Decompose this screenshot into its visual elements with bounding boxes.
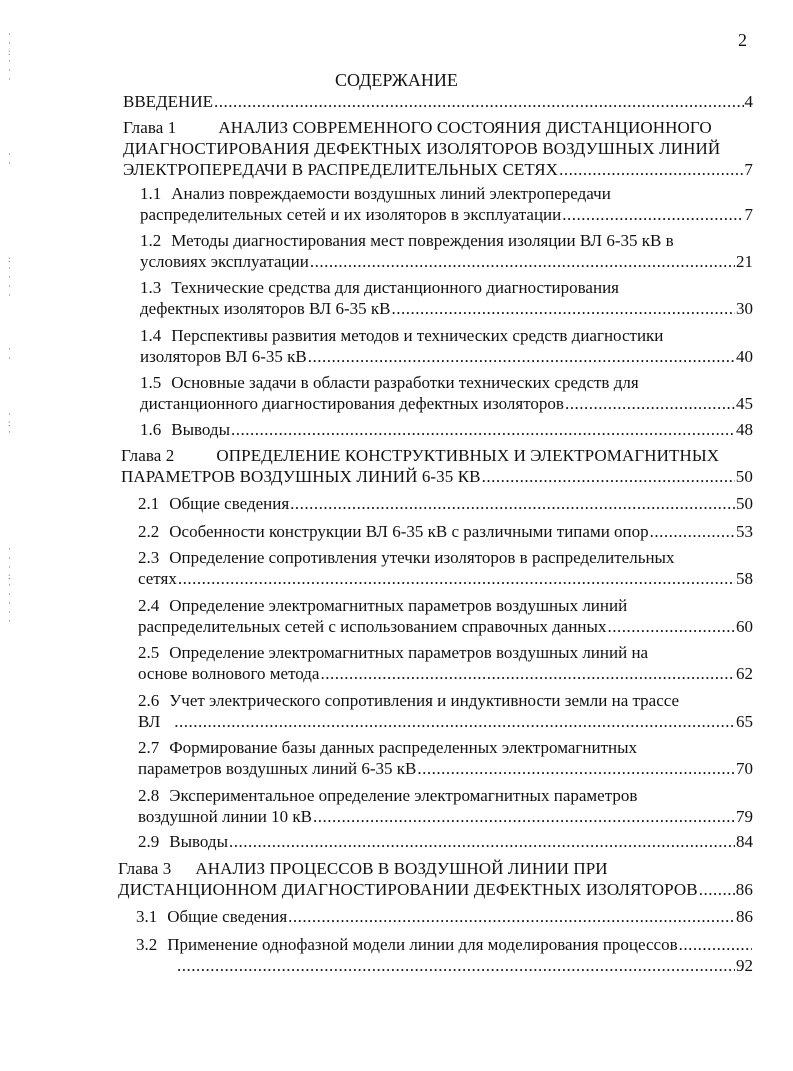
toc-page: 60 <box>736 617 753 636</box>
toc-section-2-7[interactable] <box>138 737 753 779</box>
scan-marks: · · · : · · · · · <box>8 544 11 626</box>
section-number: 2.5 <box>138 643 160 662</box>
toc-entry-text: Методы диагностирования мест повреждения изоляции ВЛ 6-35 кВ в <box>171 231 674 250</box>
toc-entry-text: Применение однофазной модели линии для моделирования процессов <box>167 935 678 954</box>
toc-page: 58 <box>736 569 753 588</box>
chapter-label: Глава 1 <box>123 118 177 137</box>
leader-dots <box>310 251 735 272</box>
section-number: 2.1 <box>138 494 160 513</box>
toc-page: 50 <box>735 467 753 486</box>
section-number: 1.2 <box>140 231 162 250</box>
toc-entry-text: распределительных сетей и их изоляторов в эксплуатации <box>140 205 562 224</box>
toc-section-2-1[interactable] <box>138 493 753 514</box>
leader-dots <box>177 955 735 976</box>
toc-entry-text: ВЛ <box>138 712 161 731</box>
toc-section-3-2[interactable] <box>136 934 753 976</box>
toc-section-2-3[interactable] <box>138 547 753 589</box>
toc-section-1-1[interactable] <box>140 183 753 225</box>
leader-dots <box>174 711 735 732</box>
chapter-label: Глава 3 <box>118 859 172 878</box>
toc-entry-text: АНАЛИЗ СОВРЕМЕННОГО СОСТОЯНИЯ ДИСТАНЦИОННОГО <box>218 118 712 137</box>
section-number: 2.4 <box>138 596 160 615</box>
toc-entry-text: основе волнового метода <box>138 664 320 683</box>
leader-dots <box>417 758 735 779</box>
toc-entry-text: ДИАГНОСТИРОВАНИЯ ДЕФЕКТНЫХ ИЗОЛЯТОРОВ ВОЗДУШНЫХ ЛИНИЙ <box>123 139 721 158</box>
toc-entry-text: дефектных изоляторов ВЛ 6-35 кВ <box>140 299 391 318</box>
leader-dots <box>565 393 735 414</box>
leader-dots <box>229 831 735 852</box>
toc-section-2-5[interactable] <box>138 642 753 684</box>
toc-page: 48 <box>736 420 753 439</box>
toc-entry-text: ОПРЕДЕЛЕНИЕ КОНСТРУКТИВНЫХ И ЭЛЕКТРОМАГНИТНЫХ <box>216 446 720 465</box>
toc-entry-text: параметров воздушных линий 6-35 кВ <box>138 759 417 778</box>
toc-entry-text: Особенности конструкции ВЛ 6-35 кВ с различными типами опор <box>169 522 649 541</box>
toc-section-2-9[interactable] <box>138 831 753 852</box>
toc-page: 7 <box>744 160 753 179</box>
toc-page: 21 <box>736 252 753 271</box>
toc-entry-text: воздушной линии 10 кВ <box>138 807 312 826</box>
section-number: 2.9 <box>138 832 160 851</box>
leader-dots <box>288 906 735 927</box>
toc-page: 62 <box>736 664 753 683</box>
toc-section-2-6[interactable] <box>138 690 753 732</box>
toc-chapter-3[interactable] <box>118 858 753 900</box>
toc-entry-text: АНАЛИЗ ПРОЦЕССОВ В ВОЗДУШНОЙ ЛИНИИ ПРИ <box>195 859 608 878</box>
section-number: 3.1 <box>136 907 158 926</box>
toc-entry-text: Анализ повреждаемости воздушных линий электропередачи <box>171 184 611 203</box>
toc-entry-text: Определение сопротивления утечки изоляторов в распределительных <box>169 548 675 567</box>
toc-entry-text: Формирование базы данных распределенных электромагнитных <box>169 738 638 757</box>
leader-dots <box>699 879 735 900</box>
section-number: 2.6 <box>138 691 160 710</box>
toc-entry-text: ВВЕДЕНИЕ <box>123 92 213 111</box>
leader-dots <box>679 934 752 955</box>
toc-section-1-2[interactable] <box>140 230 753 272</box>
toc-page: 50 <box>736 494 753 513</box>
section-number: 2.7 <box>138 738 160 757</box>
toc-page: 30 <box>736 299 753 318</box>
toc-page: 79 <box>736 807 753 826</box>
toc-page: 4 <box>744 92 753 111</box>
section-number: 1.1 <box>140 184 162 203</box>
toc-page: 65 <box>736 712 753 731</box>
leader-dots <box>482 466 735 487</box>
toc-entry-text: условиях эксплуатации <box>140 252 309 271</box>
toc-entry-text: дистанционного диагностирования дефектных изоляторов <box>140 394 564 413</box>
section-number: 2.3 <box>138 548 160 567</box>
section-number: 3.2 <box>136 935 158 954</box>
toc-page: 86 <box>736 907 753 926</box>
toc-section-2-4[interactable] <box>138 595 753 637</box>
toc-section-1-6[interactable] <box>140 419 753 440</box>
toc-section-2-8[interactable] <box>138 785 753 827</box>
scan-marks: · · <box>8 344 11 363</box>
scan-marks: · · <box>8 149 11 168</box>
toc-entry-text: распределительных сетей с использованием справочных данных <box>138 617 607 636</box>
toc-page: 45 <box>736 394 753 413</box>
toc-entry-text: Основные задачи в области разработки технических средств для <box>171 373 639 392</box>
section-number: 1.6 <box>140 420 162 439</box>
toc-entry-text: Технические средства для дистанционного диагностирования <box>171 278 619 297</box>
scan-marks: · : · <box>8 409 11 437</box>
toc-page: 7 <box>744 205 753 224</box>
toc-entry-text: ЭЛЕКТРОПЕРЕДАЧИ В РАСПРЕДЕЛИТЕЛЬНЫХ СЕТЯХ <box>123 160 559 179</box>
section-number: 1.3 <box>140 278 162 297</box>
toc-entry-text: Общие сведения <box>169 494 290 513</box>
toc-entry-text: Общие сведения <box>167 907 288 926</box>
toc-entry-text: ПАРАМЕТРОВ ВОЗДУШНЫХ ЛИНИЙ 6-35 КВ <box>121 467 481 486</box>
toc-entry-text: Выводы <box>169 832 229 851</box>
toc-entry-intro[interactable] <box>123 91 753 112</box>
toc-entry-text: Экспериментальное определение электромагнитных параметров <box>169 786 638 805</box>
leader-dots <box>214 91 744 112</box>
toc-page: 84 <box>736 832 753 851</box>
toc-chapter-2[interactable] <box>121 445 753 487</box>
section-number: 1.4 <box>140 326 162 345</box>
toc-page: 40 <box>736 347 753 366</box>
leader-dots <box>231 419 735 440</box>
scan-marks: · · : · · · <box>8 29 11 84</box>
leader-dots <box>607 616 735 637</box>
page-number: 2 <box>738 30 747 50</box>
toc-section-2-2[interactable] <box>138 521 753 542</box>
leader-dots <box>290 493 735 514</box>
toc-page: 53 <box>736 522 753 541</box>
leader-dots <box>320 663 735 684</box>
leader-dots <box>559 159 743 180</box>
toc-entry-text: Перспективы развития методов и технических средств диагностики <box>171 326 664 345</box>
toc-entry-text: изоляторов ВЛ 6-35 кВ <box>140 347 307 366</box>
toc-section-1-5[interactable] <box>140 372 753 414</box>
toc-entry-text: Определение электромагнитных параметров воздушных линий на <box>169 643 649 662</box>
leader-dots <box>313 806 735 827</box>
leader-dots <box>391 298 735 319</box>
section-number: 2.2 <box>138 522 160 541</box>
scan-marks: : · · · · <box>8 254 11 300</box>
page-title: СОДЕРЖАНИЕ <box>335 70 458 90</box>
section-number: 1.5 <box>140 373 162 392</box>
toc-page: 92 <box>736 956 753 975</box>
toc-section-1-4[interactable] <box>140 325 753 367</box>
toc-chapter-1[interactable] <box>123 117 753 180</box>
section-number: 2.8 <box>138 786 160 805</box>
toc-section-1-3[interactable] <box>140 277 753 319</box>
leader-dots <box>562 204 743 225</box>
chapter-label: Глава 2 <box>121 446 175 465</box>
leader-dots <box>650 521 735 542</box>
toc-section-3-1[interactable] <box>136 906 753 927</box>
toc-page: 70 <box>736 759 753 778</box>
toc-entry-text: Выводы <box>171 420 231 439</box>
toc-entry-text: Определение электромагнитных параметров воздушных линий <box>169 596 628 615</box>
leader-dots <box>178 568 735 589</box>
toc-entry-text: сетях <box>138 569 177 588</box>
toc-entry-text: ДИСТАНЦИОННОМ ДИАГНОСТИРОВАНИИ ДЕФЕКТНЫХ ИЗОЛЯТОРОВ <box>118 880 698 899</box>
toc-entry-text: Учет электрического сопротивления и индуктивности земли на трассе <box>169 691 680 710</box>
toc-page: 86 <box>735 880 753 899</box>
leader-dots <box>308 346 735 367</box>
